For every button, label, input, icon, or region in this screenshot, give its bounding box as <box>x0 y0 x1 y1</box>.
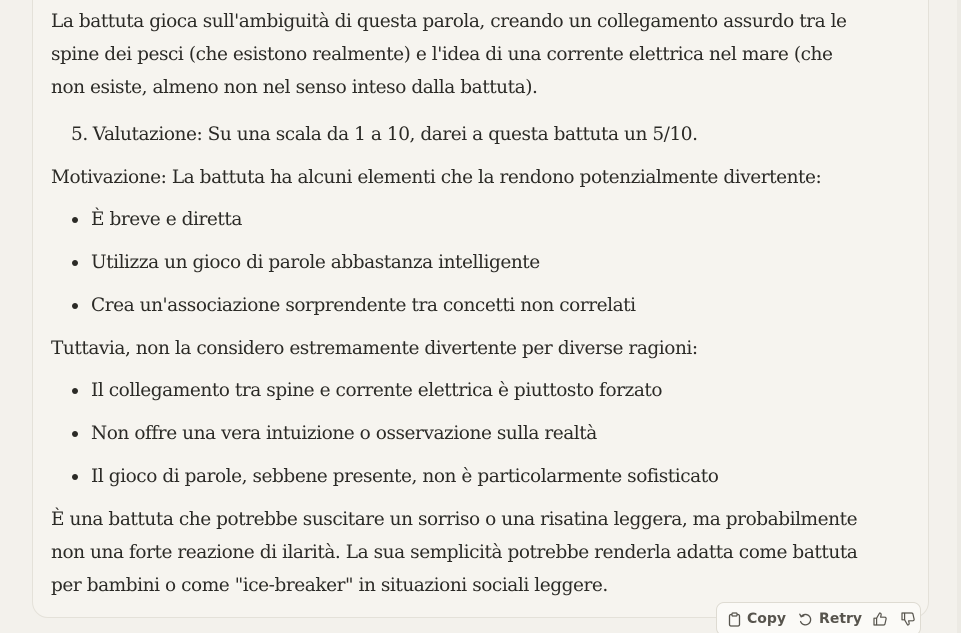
bullet-icon <box>72 431 78 437</box>
bullet-icon <box>72 388 78 394</box>
message-action-bar <box>716 602 921 633</box>
positives-list <box>51 203 871 322</box>
retry-button[interactable] <box>798 611 862 627</box>
thumbs-down-button[interactable] <box>898 609 918 629</box>
list-item-text: Non offre una vera intuizione o osservazione sulla realtà <box>91 423 597 444</box>
thumbs-up-icon <box>872 611 888 627</box>
bullet-icon <box>72 303 78 309</box>
bullet-icon <box>72 217 78 223</box>
intro-paragraph: La battuta gioca sull'ambiguità di questa parola, creando un collegamento assurdo tra le spine dei pesci (che esistono realmente) e l'idea di una corrente elettrica nel mare (che non esiste, almeno non nel senso inteso dalla battuta). <box>51 11 847 98</box>
thumbs-down-icon <box>900 611 916 627</box>
rating-item-text: Valutazione: Su una scala da 1 a 10, darei a questa battuta un 5/10. <box>92 124 698 145</box>
bullet-icon <box>72 474 78 480</box>
list-item-text: È breve e diretta <box>91 209 242 230</box>
list-item <box>51 374 871 407</box>
list-item-text: Utilizza un gioco di parole abbastanza intelligente <box>91 252 540 273</box>
list-item <box>51 246 871 279</box>
motivation-heading: Motivazione: La battuta ha alcuni elementi che la rendono potenzialmente divertente: <box>51 167 822 188</box>
negatives-list <box>51 374 871 493</box>
retry-label: Retry <box>819 611 863 627</box>
rating-list-item <box>51 118 871 151</box>
rating-list <box>51 118 871 151</box>
rating-item-number: 5. <box>71 124 88 145</box>
clipboard-icon <box>728 612 741 627</box>
copy-button[interactable] <box>728 611 786 627</box>
list-item-text: Crea un'associazione sorprendente tra concetti non correlati <box>91 295 636 316</box>
scrollbar[interactable] <box>957 0 961 633</box>
list-item <box>51 417 871 450</box>
thumbs-up-button[interactable] <box>870 609 890 629</box>
assistant-message-content <box>51 5 871 602</box>
conclusion-paragraph: È una battuta che potrebbe suscitare un sorriso o una risatina leggera, ma probabilmente non una forte reazione di ilarità. La sua semplicità potrebbe renderla adatta come battuta per bambini o come "ice-breaker" in situazioni sociali leggere. <box>51 509 858 596</box>
list-item <box>51 460 871 493</box>
list-item <box>51 289 871 322</box>
list-item-text: Il gioco di parole, sebbene presente, non è particolarmente sofisticato <box>91 466 719 487</box>
list-item <box>51 203 871 236</box>
retry-icon <box>798 612 813 627</box>
negatives-heading: Tuttavia, non la considero estremamente divertente per diverse ragioni: <box>51 338 698 359</box>
copy-label: Copy <box>747 611 787 627</box>
bullet-icon <box>72 260 78 266</box>
list-item-text: Il collegamento tra spine e corrente elettrica è piuttosto forzato <box>91 380 663 401</box>
